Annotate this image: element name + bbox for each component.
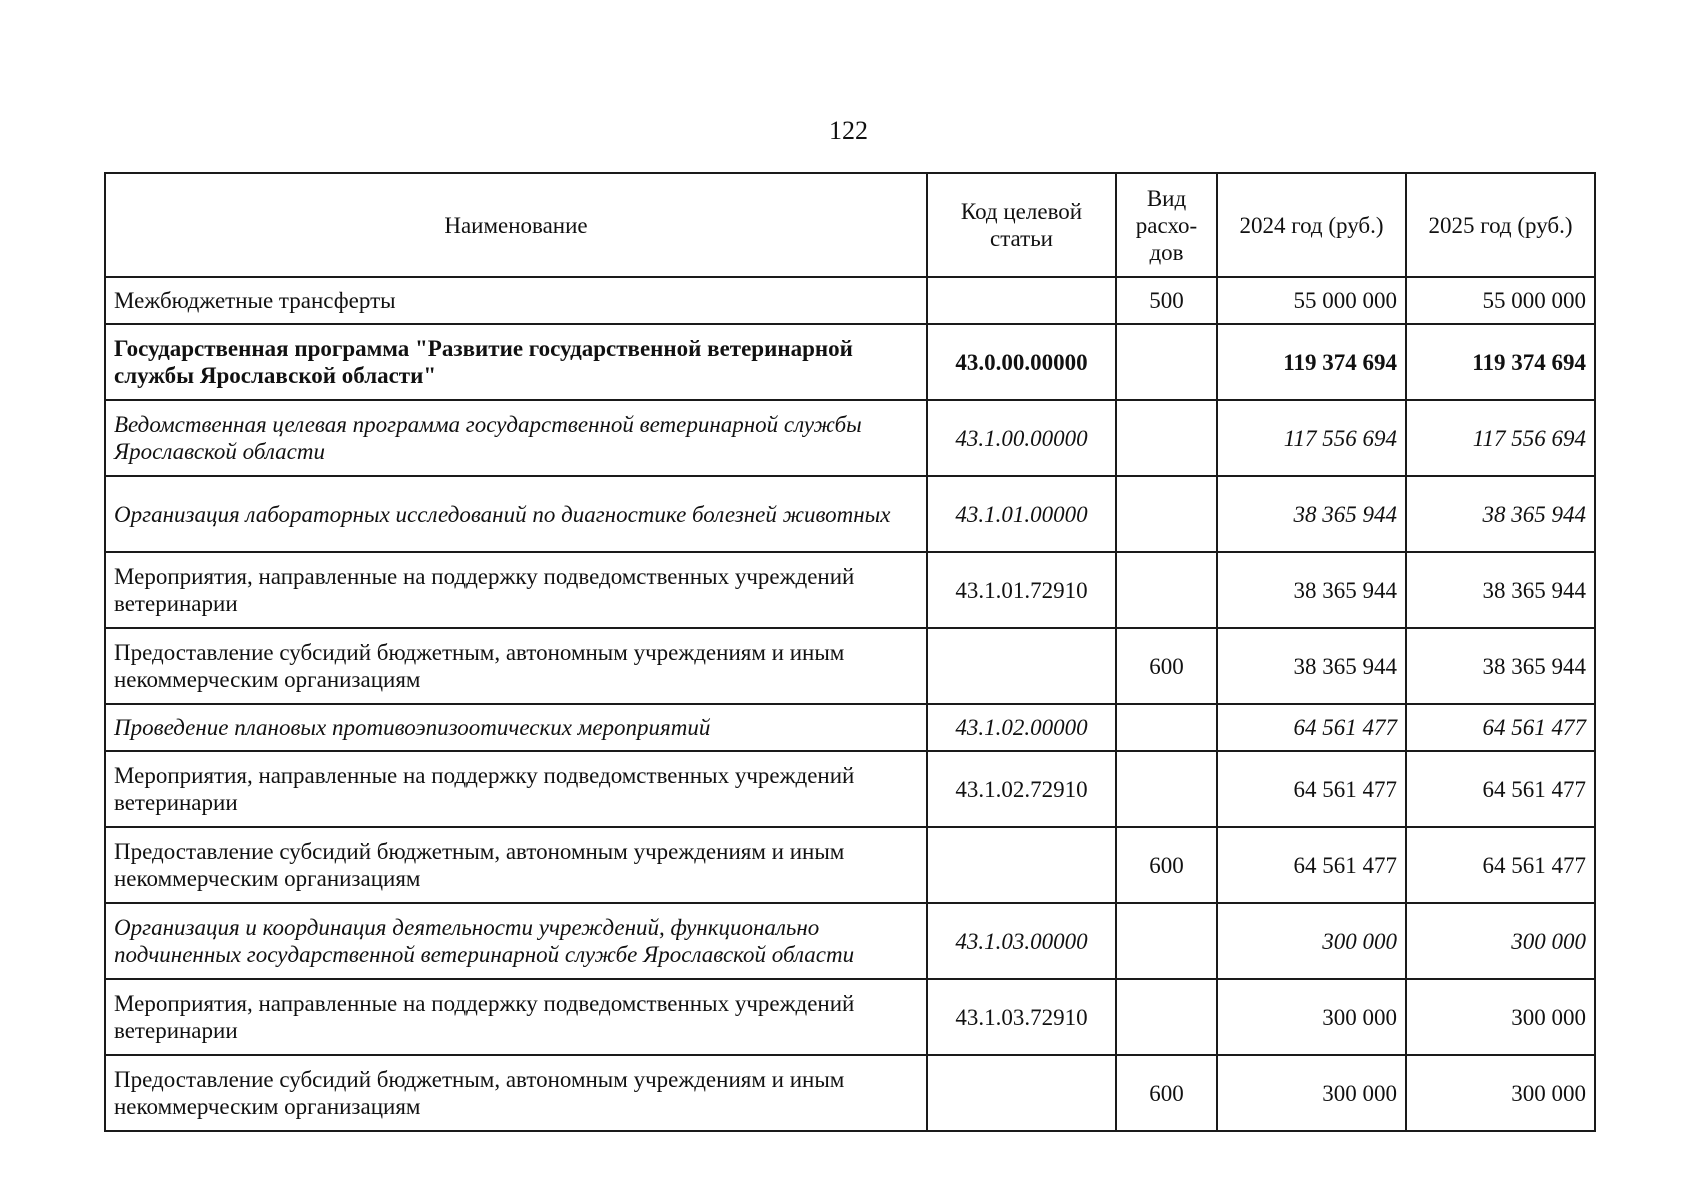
cell-code: 43.1.03.00000 [927, 903, 1116, 979]
cell-name: Предоставление субсидий бюджетным, автономным учреждениям и иным некоммерческим организациям [105, 628, 927, 704]
cell-2024: 64 561 477 [1217, 751, 1406, 827]
cell-type: 600 [1116, 628, 1217, 704]
header-year-2025: 2025 год (руб.) [1406, 173, 1595, 277]
cell-2025: 38 365 944 [1406, 628, 1595, 704]
cell-type: 500 [1116, 277, 1217, 324]
header-type: Вид расхо-дов [1116, 173, 1217, 277]
cell-2024: 64 561 477 [1217, 704, 1406, 751]
cell-code [927, 1055, 1116, 1131]
table-row [105, 476, 1595, 552]
cell-2025: 300 000 [1406, 979, 1595, 1055]
cell-name: Ведомственная целевая программа государственной ветеринарной службы Ярославской области [105, 400, 927, 476]
cell-code: 43.1.01.72910 [927, 552, 1116, 628]
cell-name: Межбюджетные трансферты [105, 277, 927, 324]
table-row [105, 827, 1595, 903]
cell-name: Предоставление субсидий бюджетным, автономным учреждениям и иным некоммерческим организациям [105, 1055, 927, 1131]
cell-2024: 38 365 944 [1217, 628, 1406, 704]
table-row [105, 903, 1595, 979]
table-row [105, 751, 1595, 827]
cell-name: Организация и координация деятельности учреждений, функционально подчиненных государственной ветеринарной службе Ярославской области [105, 903, 927, 979]
page-number: 122 [829, 116, 868, 145]
cell-code: 43.1.00.00000 [927, 400, 1116, 476]
cell-code [927, 277, 1116, 324]
table-header-row [105, 173, 1595, 277]
cell-2024: 38 365 944 [1217, 552, 1406, 628]
cell-2024: 300 000 [1217, 979, 1406, 1055]
cell-code: 43.1.02.00000 [927, 704, 1116, 751]
table-row [105, 324, 1595, 400]
cell-2025: 300 000 [1406, 1055, 1595, 1131]
cell-2025: 55 000 000 [1406, 277, 1595, 324]
table-row [105, 1055, 1595, 1131]
table-row [105, 400, 1595, 476]
header-code: Код целевой статьи [927, 173, 1116, 277]
cell-name: Мероприятия, направленные на поддержку подведомственных учреждений ветеринарии [105, 979, 927, 1055]
cell-2024: 119 374 694 [1217, 324, 1406, 400]
cell-2025: 117 556 694 [1406, 400, 1595, 476]
cell-type [1116, 400, 1217, 476]
cell-code: 43.1.03.72910 [927, 979, 1116, 1055]
cell-type [1116, 324, 1217, 400]
table-row [105, 704, 1595, 751]
cell-type: 600 [1116, 827, 1217, 903]
cell-name: Мероприятия, направленные на поддержку подведомственных учреждений ветеринарии [105, 751, 927, 827]
budget-table [104, 172, 1596, 1132]
cell-code [927, 827, 1116, 903]
table-row [105, 979, 1595, 1055]
cell-type [1116, 751, 1217, 827]
cell-2025: 300 000 [1406, 903, 1595, 979]
cell-name: Организация лабораторных исследований по диагностике болезней животных [105, 476, 927, 552]
cell-2024: 300 000 [1217, 903, 1406, 979]
table-row [105, 628, 1595, 704]
cell-2025: 64 561 477 [1406, 704, 1595, 751]
cell-type: 600 [1116, 1055, 1217, 1131]
cell-code [927, 628, 1116, 704]
cell-name: Государственная программа "Развитие государственной ветеринарной службы Ярославской области" [105, 324, 927, 400]
cell-2024: 64 561 477 [1217, 827, 1406, 903]
cell-type [1116, 704, 1217, 751]
cell-2024: 38 365 944 [1217, 476, 1406, 552]
cell-2025: 38 365 944 [1406, 552, 1595, 628]
cell-2025: 64 561 477 [1406, 827, 1595, 903]
cell-2025: 38 365 944 [1406, 476, 1595, 552]
cell-2025: 119 374 694 [1406, 324, 1595, 400]
cell-code: 43.1.02.72910 [927, 751, 1116, 827]
table-row [105, 552, 1595, 628]
table-row [105, 277, 1595, 324]
cell-2024: 300 000 [1217, 1055, 1406, 1131]
cell-name: Проведение плановых противоэпизоотических мероприятий [105, 704, 927, 751]
cell-code: 43.1.01.00000 [927, 476, 1116, 552]
cell-name: Мероприятия, направленные на поддержку подведомственных учреждений ветеринарии [105, 552, 927, 628]
cell-type [1116, 552, 1217, 628]
cell-type [1116, 979, 1217, 1055]
header-year-2024: 2024 год (руб.) [1217, 173, 1406, 277]
cell-type [1116, 903, 1217, 979]
cell-2024: 55 000 000 [1217, 277, 1406, 324]
cell-type [1116, 476, 1217, 552]
cell-2025: 64 561 477 [1406, 751, 1595, 827]
cell-code: 43.0.00.00000 [927, 324, 1116, 400]
cell-2024: 117 556 694 [1217, 400, 1406, 476]
cell-name: Предоставление субсидий бюджетным, автономным учреждениям и иным некоммерческим организациям [105, 827, 927, 903]
header-name: Наименование [105, 173, 927, 277]
